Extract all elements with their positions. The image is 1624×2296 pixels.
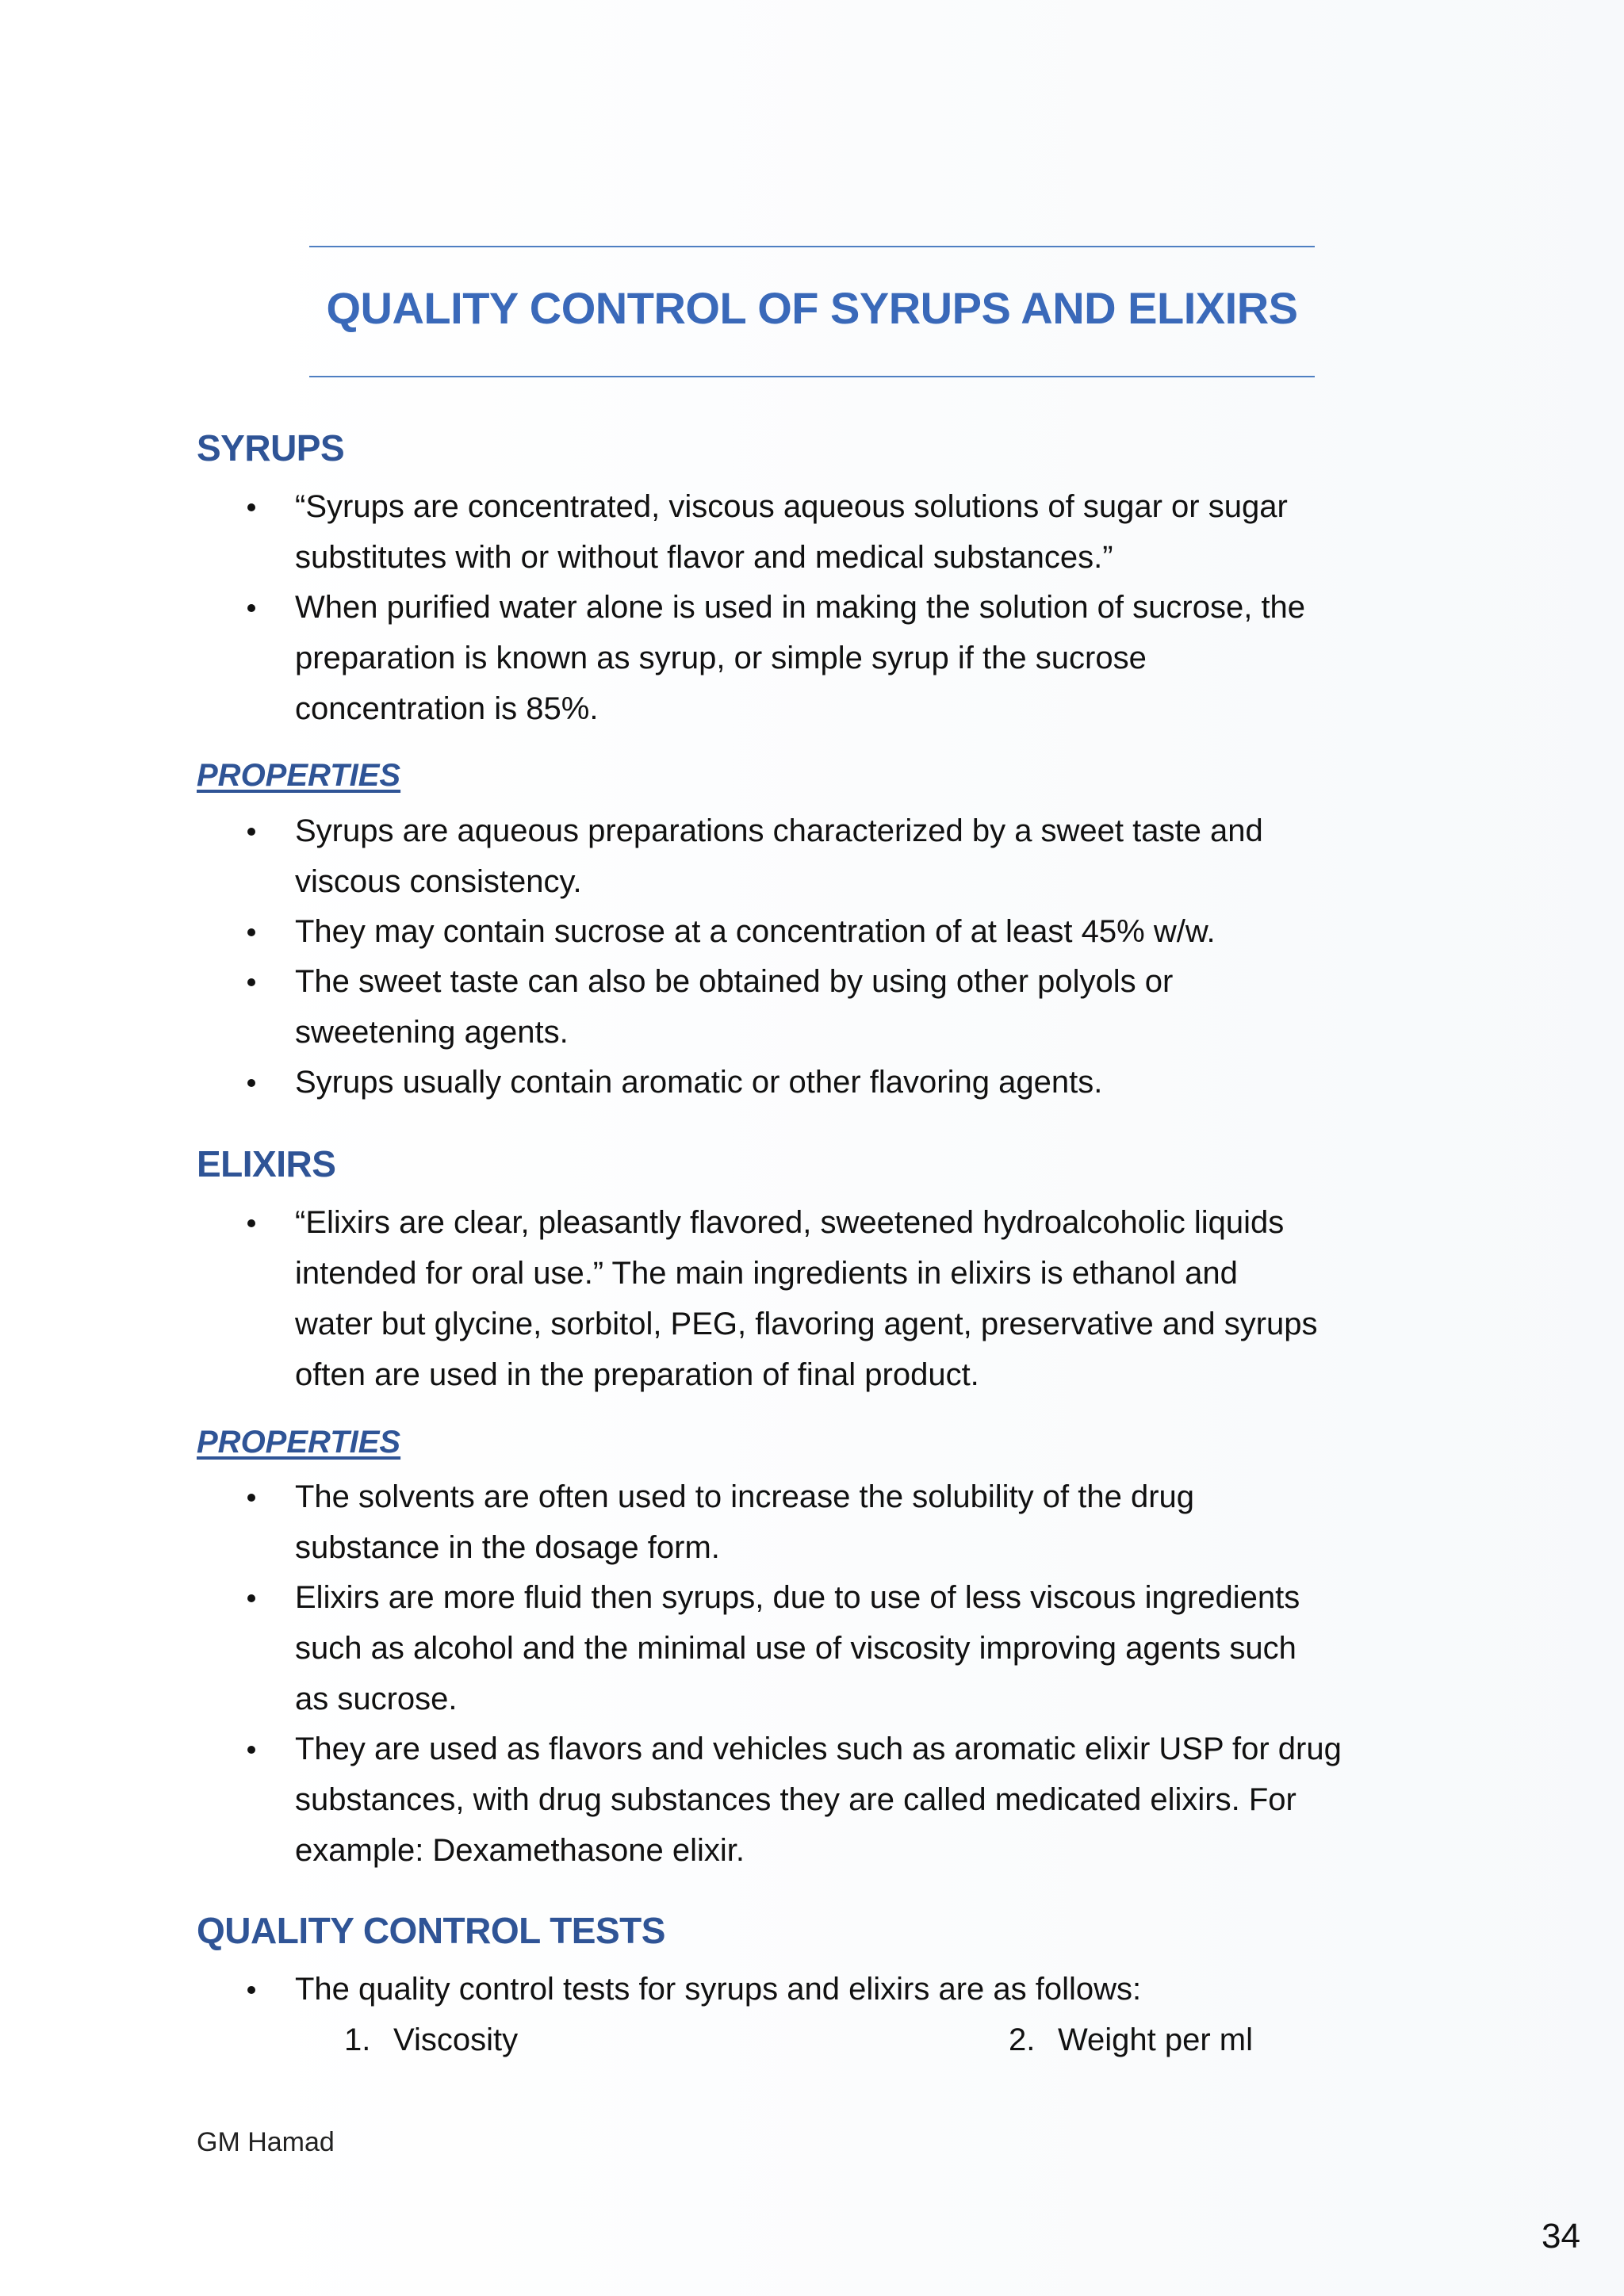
text-line: substance in the dosage form. — [295, 1530, 720, 1565]
footer-author: GM Hamad — [197, 2127, 335, 2157]
text-line: viscous consistency. — [295, 864, 582, 899]
text-line: often are used in the preparation of final product. — [295, 1357, 979, 1392]
text-line: The quality control tests for syrups and elixirs are as follows: — [295, 1972, 1142, 2007]
text-line: intended for oral use.” The main ingredients in elixirs is ethanol and — [295, 1256, 1238, 1291]
bullet-icon — [247, 978, 255, 986]
bullet-icon — [247, 1594, 255, 1602]
text-line: as sucrose. — [295, 1682, 458, 1716]
section-heading-quality-control-tests: QUALITY CONTROL TESTS — [197, 1910, 665, 1951]
page-number: 34 — [1542, 2217, 1580, 2256]
text-line: Syrups usually contain aromatic or other flavoring agents. — [295, 1065, 1103, 1100]
syrups-property-item — [295, 1057, 1437, 1108]
test-item-weight-per-ml — [1009, 2015, 1253, 2065]
bullet-icon — [247, 1219, 255, 1227]
quality-control-tests-intro — [295, 1964, 1437, 2015]
text-line: They are used as flavors and vehicles such as aromatic elixir USP for drug — [295, 1732, 1342, 1766]
text-line: Elixirs are more fluid then syrups, due to use of less viscous ingredients — [295, 1580, 1300, 1615]
bullet-icon — [247, 604, 255, 612]
test-label: Weight per ml — [1058, 2022, 1254, 2057]
bullet-icon — [247, 1079, 255, 1087]
bullet-icon — [247, 928, 255, 936]
bullet-icon — [247, 1746, 255, 1754]
elixirs-property-item — [295, 1724, 1437, 1876]
text-line: substitutes with or without flavor and medical substances.” — [295, 540, 1113, 575]
page-title: QUALITY CONTROL OF SYRUPS AND ELIXIRS — [326, 283, 1298, 333]
text-line: They may contain sucrose at a concentration of at least 45% w/w. — [295, 914, 1216, 949]
syrups-property-item — [295, 906, 1437, 957]
text-line: The solvents are often used to increase the solubility of the drug — [295, 1479, 1195, 1514]
text-line: concentration is 85%. — [295, 691, 599, 726]
text-line: sweetening agents. — [295, 1015, 569, 1050]
text-line: When purified water alone is used in making the solution of sucrose, the — [295, 590, 1306, 625]
syrups-definition-paragraph — [295, 481, 1437, 583]
elixirs-definition-paragraph — [295, 1197, 1437, 1400]
bullet-icon — [247, 828, 255, 836]
bullet-icon — [247, 503, 255, 511]
text-line: The sweet taste can also be obtained by using other polyols or — [295, 964, 1174, 999]
elixirs-property-item — [295, 1471, 1437, 1573]
test-label: Viscosity — [393, 2022, 519, 2057]
text-line: water but glycine, sorbitol, PEG, flavoring agent, preservative and syrups — [295, 1307, 1318, 1341]
text-line: substances, with drug substances they are called medicated elixirs. For — [295, 1782, 1297, 1817]
bullet-icon — [247, 1986, 255, 1994]
syrups-property-item — [295, 956, 1437, 1058]
test-item-viscosity — [344, 2015, 518, 2065]
section-heading-syrups: SYRUPS — [197, 427, 345, 469]
elixirs-property-item — [295, 1572, 1437, 1724]
bullet-icon — [247, 1494, 255, 1502]
text-line: “Elixirs are clear, pleasantly flavored, sweetened hydroalcoholic liquids — [295, 1205, 1285, 1240]
list-number: 1. — [344, 2022, 371, 2057]
text-line: preparation is known as syrup, or simple syrup if the sucrose — [295, 641, 1147, 675]
elixirs-properties-heading: PROPERTIES — [197, 1425, 401, 1460]
title-block — [309, 246, 1315, 377]
text-line: such as alcohol and the minimal use of viscosity improving agents such — [295, 1631, 1297, 1666]
section-heading-elixirs: ELIXIRS — [197, 1143, 336, 1184]
text-line: Syrups are aqueous preparations characterized by a sweet taste and — [295, 813, 1263, 848]
list-number: 2. — [1009, 2022, 1036, 2057]
syrups-purified-water-paragraph — [295, 582, 1437, 734]
text-line: “Syrups are concentrated, viscous aqueous solutions of sugar or sugar — [295, 489, 1288, 524]
text-line: example: Dexamethasone elixir. — [295, 1833, 745, 1868]
syrups-properties-heading: PROPERTIES — [197, 758, 401, 793]
syrups-property-item — [295, 806, 1437, 907]
